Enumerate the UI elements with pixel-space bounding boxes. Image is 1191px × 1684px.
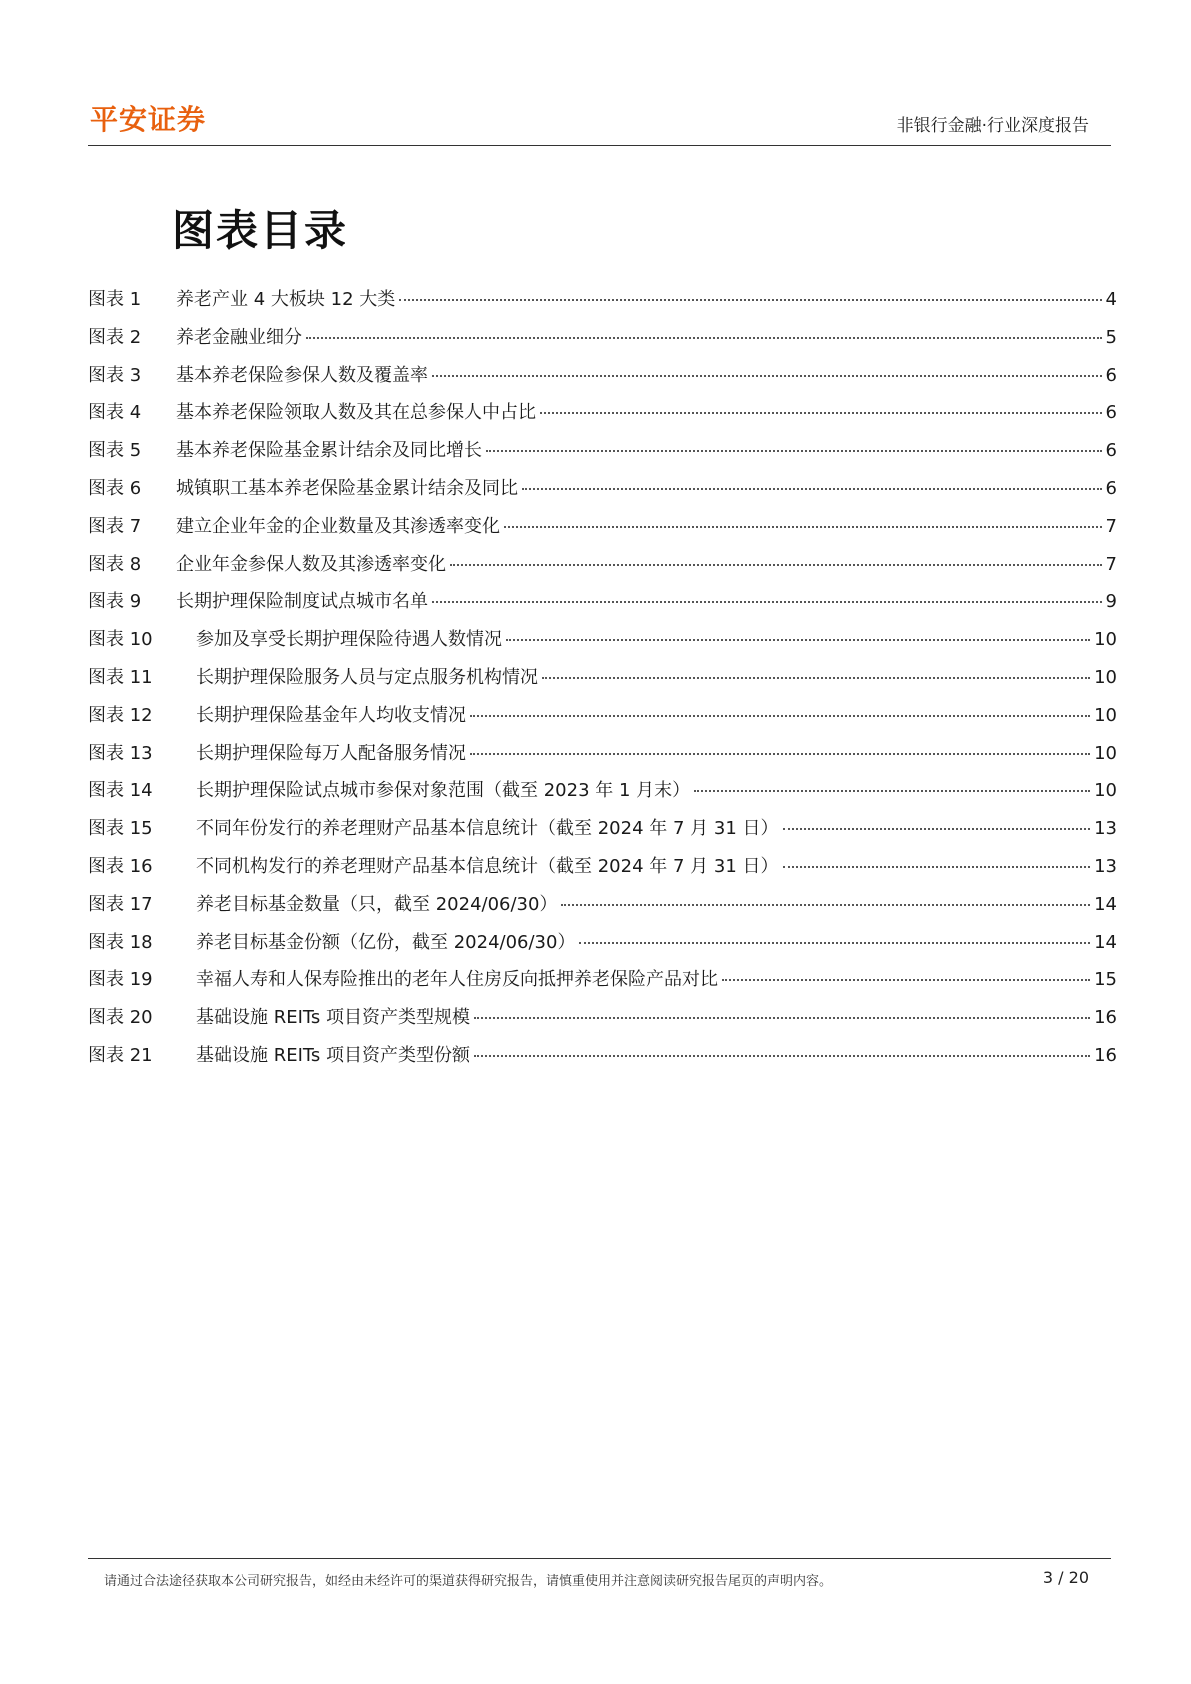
toc-dot-leader	[470, 715, 1090, 717]
toc-entry-label: 图表 7	[88, 515, 142, 537]
toc-entry-page: 10	[1094, 666, 1117, 688]
toc-dot-leader	[522, 488, 1102, 490]
toc-dot-leader	[542, 677, 1090, 679]
toc-entry-label: 图表 1	[88, 289, 142, 310]
toc-entry[interactable]	[88, 512, 1117, 550]
toc-entry-page: 7	[1105, 515, 1117, 537]
toc-dot-leader	[486, 450, 1102, 452]
toc-dot-leader	[474, 1055, 1090, 1057]
toc-entry-title: 基本养老保险基金累计结余及同比增长	[176, 440, 482, 462]
toc-entry-title: 企业年金参保人数及其渗透率变化	[176, 553, 446, 575]
toc-dot-leader	[470, 753, 1090, 755]
toc-entry-title: 幸福人寿和人保寿险推出的老年人住房反向抵押养老保险产品对比	[196, 969, 718, 991]
toc-entry-label: 图表 16	[88, 855, 153, 877]
toc-entry-label: 图表 4	[88, 402, 142, 424]
toc-entry-title: 养老目标基金份额（亿份，截至 2024/06/30）	[196, 931, 576, 953]
toc-entry-label: 图表 17	[88, 893, 153, 915]
toc-entry-page: 4	[1105, 289, 1117, 310]
toc-dot-leader	[722, 979, 1090, 981]
toc-entry-title: 城镇职工基本养老保险基金累计结余及同比	[176, 477, 518, 499]
toc-dot-leader	[506, 639, 1090, 641]
toc-entry-title: 建立企业年金的企业数量及其渗透率变化	[176, 515, 500, 537]
toc-entry[interactable]	[88, 285, 1117, 323]
toc-entry-label: 图表 2	[88, 326, 142, 348]
toc-entry-page: 15	[1094, 969, 1117, 991]
toc-entry-title: 养老金融业细分	[176, 326, 302, 348]
toc-entry-label: 图表 11	[88, 666, 153, 688]
toc-entry-label: 图表 8	[88, 553, 142, 575]
company-logo: 平安证券	[90, 103, 207, 136]
toc-entry[interactable]	[88, 1041, 1117, 1079]
toc-entry-page: 16	[1094, 1007, 1117, 1029]
toc-entry-page: 13	[1094, 818, 1117, 840]
toc-dot-leader	[540, 412, 1102, 414]
toc-entry-title: 基本养老保险领取人数及其在总参保人中占比	[176, 402, 536, 424]
toc-entry-title: 不同机构发行的养老理财产品基本信息统计（截至 2024 年 7 月 31 日）	[196, 855, 779, 877]
toc-list	[88, 285, 1117, 1079]
toc-entry-title: 基础设施 REITs 项目资产类型规模	[196, 1007, 471, 1029]
toc-entry-page: 10	[1094, 629, 1117, 651]
toc-entry-page: 6	[1105, 477, 1117, 499]
toc-entry[interactable]	[88, 625, 1117, 663]
toc-dot-leader	[561, 904, 1090, 906]
toc-entry-title: 长期护理保险基金年人均收支情况	[196, 704, 466, 726]
footer-divider	[88, 1558, 1111, 1559]
toc-entry-label: 图表 21	[88, 1044, 153, 1066]
toc-entry-page: 6	[1105, 364, 1117, 386]
toc-entry[interactable]	[88, 928, 1117, 966]
toc-entry-page: 10	[1094, 742, 1117, 764]
toc-entry-label: 图表 14	[88, 780, 153, 802]
toc-entry-title: 长期护理保险制度试点城市名单	[176, 591, 428, 613]
toc-entry-label: 图表 20	[88, 1007, 153, 1029]
toc-entry-label: 图表 3	[88, 364, 142, 386]
toc-entry-label: 图表 5	[88, 440, 142, 462]
toc-entry[interactable]	[88, 587, 1117, 625]
toc-entry[interactable]	[88, 436, 1117, 474]
toc-dot-leader	[579, 942, 1090, 944]
toc-entry[interactable]	[88, 1003, 1117, 1041]
toc-entry[interactable]	[88, 361, 1117, 399]
report-category: 非银行金融·行业深度报告	[896, 116, 1089, 136]
toc-entry-page: 7	[1105, 553, 1117, 575]
toc-entry-page: 10	[1094, 780, 1117, 802]
toc-entry-page: 13	[1094, 855, 1117, 877]
toc-title: 图表目录	[172, 206, 349, 255]
toc-entry[interactable]	[88, 663, 1117, 701]
toc-entry-title: 基本养老保险参保人数及覆盖率	[176, 364, 428, 386]
toc-entry[interactable]	[88, 814, 1117, 852]
header-divider	[88, 145, 1111, 146]
toc-entry-page: 6	[1105, 402, 1117, 424]
page-indicator: 3 / 20	[1042, 1568, 1089, 1587]
toc-entry-page: 14	[1094, 893, 1117, 915]
toc-dot-leader	[306, 337, 1102, 339]
toc-entry[interactable]	[88, 852, 1117, 890]
toc-entry-title: 不同年份发行的养老理财产品基本信息统计（截至 2024 年 7 月 31 日）	[196, 818, 779, 840]
toc-entry-label: 图表 19	[88, 969, 153, 991]
toc-entry-page: 6	[1105, 440, 1117, 462]
toc-dot-leader	[504, 526, 1102, 528]
toc-entry-title: 养老产业 4 大板块 12 大类	[176, 289, 396, 310]
toc-dot-leader	[694, 790, 1090, 792]
toc-entry[interactable]	[88, 739, 1117, 777]
toc-entry-label: 图表 12	[88, 704, 153, 726]
toc-entry-label: 图表 9	[88, 591, 142, 613]
toc-entry-page: 16	[1094, 1044, 1117, 1066]
toc-entry[interactable]	[88, 398, 1117, 436]
toc-dot-leader	[399, 299, 1101, 301]
toc-entry-title: 长期护理保险每万人配备服务情况	[196, 742, 466, 764]
footer-disclaimer: 请通过合法途径获取本公司研究报告，如经由未经许可的渠道获得研究报告，请慎重使用并注意阅读研究报告尾页的声明内容。	[104, 1574, 833, 1589]
toc-entry-title: 养老目标基金数量（只，截至 2024/06/30）	[196, 893, 558, 915]
toc-entry[interactable]	[88, 550, 1117, 588]
toc-entry-title: 长期护理保险服务人员与定点服务机构情况	[196, 666, 538, 688]
toc-entry-title: 参加及享受长期护理保险待遇人数情况	[196, 629, 502, 651]
toc-entry[interactable]	[88, 701, 1117, 739]
toc-entry-label: 图表 15	[88, 818, 153, 840]
toc-dot-leader	[474, 1017, 1090, 1019]
toc-dot-leader	[432, 601, 1102, 603]
toc-entry-title: 长期护理保险试点城市参保对象范围（截至 2023 年 1 月末）	[196, 780, 691, 802]
toc-dot-leader	[432, 375, 1102, 377]
toc-entry-page: 14	[1094, 931, 1117, 953]
toc-entry-page: 10	[1094, 704, 1117, 726]
toc-entry[interactable]	[88, 323, 1117, 361]
toc-entry-label: 图表 13	[88, 742, 153, 764]
toc-entry-page: 9	[1105, 591, 1117, 613]
toc-entry[interactable]	[88, 890, 1117, 928]
toc-dot-leader	[783, 866, 1091, 868]
toc-dot-leader	[450, 564, 1102, 566]
toc-entry[interactable]	[88, 776, 1117, 814]
toc-entry[interactable]	[88, 965, 1117, 1003]
toc-entry-title: 基础设施 REITs 项目资产类型份额	[196, 1044, 471, 1066]
toc-entry-page: 5	[1105, 326, 1117, 348]
toc-entry[interactable]	[88, 474, 1117, 512]
toc-entry-label: 图表 6	[88, 477, 142, 499]
toc-entry-label: 图表 18	[88, 931, 153, 953]
toc-dot-leader	[783, 828, 1091, 830]
toc-entry-label: 图表 10	[88, 629, 153, 651]
